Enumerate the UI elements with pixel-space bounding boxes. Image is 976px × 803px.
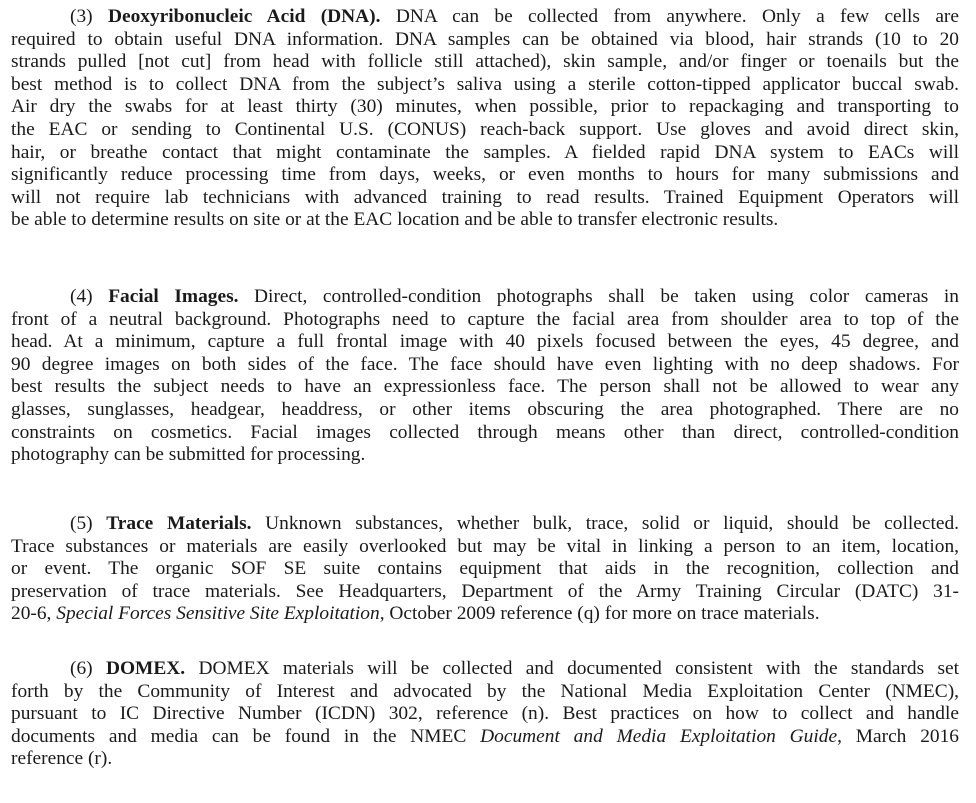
paragraph-line <box>11 726 959 749</box>
paragraph-line: pursuant to IC Directive Number (ICDN) 302, reference (n). Best practices on how to collect and handle <box>11 703 959 725</box>
paragraph-line: required to obtain useful DNA information. DNA samples can be obtained via blood, hair strands (10 to 20 <box>11 28 959 50</box>
paragraph-text: DOMEX materials will be collected and documented consistent with the standards set <box>185 658 959 679</box>
paragraph-line: significantly reduce processing time from days, weeks, or even months to hours for many submissions and <box>11 164 959 186</box>
paragraph-line: best results the subject needs to have an expressionless face. The person shall not be allowed to wear any <box>11 376 959 398</box>
paragraph-line: hair, or breathe contact that might contaminate the samples. A fielded rapid DNA system to EACs will <box>11 141 959 163</box>
publication-title: Special Forces Sensitive Site Exploitation <box>56 603 380 625</box>
paragraph-heading: Facial Images. <box>108 286 239 307</box>
paragraph-text: Unknown substances, whether bulk, trace, solid or liquid, should be collected. <box>251 513 959 534</box>
paragraph-line: best method is to collect DNA from the subject’s saliva using a sterile cotton-tipped applicator buccal swab. <box>11 73 959 95</box>
line-text: , March 2016 <box>837 725 959 747</box>
paragraph-number: (5) <box>70 513 93 534</box>
paragraph-domex <box>11 658 959 771</box>
paragraph-line: constraints on cosmetics. Facial images collected through means other than direct, controlled-condition <box>11 421 959 443</box>
paragraph-line: Trace substances or materials are easily overlooked but may be vital in linking a person to an item, location, <box>11 535 959 557</box>
line-text: documents and media can be found in the NMEC <box>11 725 481 747</box>
paragraph-number: (3) <box>70 6 93 27</box>
paragraph-first-line <box>11 286 959 309</box>
paragraph-line: glasses, sunglasses, headgear, headdress, or other items obscuring the area photographed. There are no <box>11 398 959 420</box>
paragraph-line: forth by the Community of Interest and advocated by the National Media Exploitation Center (NMEC), <box>11 680 959 702</box>
publication-title: Document and Media Exploitation Guide <box>480 725 838 747</box>
paragraph-heading: Deoxyribonucleic Acid (DNA). <box>107 6 381 27</box>
paragraph-line: head. At a minimum, capture a full frontal image with 40 pixels focused between the eyes, 45 degree, and <box>11 331 959 353</box>
paragraph-first-line <box>11 658 959 681</box>
paragraph-dna <box>11 6 959 232</box>
line-text: , October 2009 reference (q) for more on trace materials. <box>379 603 820 625</box>
paragraph-line: strands pulled [not cut] from head with follicle still attached), skin sample, and/or finger or toenails but the <box>11 51 959 73</box>
paragraph-number: (4) <box>70 286 93 307</box>
paragraph-number: (6) <box>70 658 93 679</box>
paragraph-first-line <box>11 6 959 29</box>
paragraph-heading: DOMEX. <box>105 658 186 679</box>
paragraph-line: the EAC or sending to Continental U.S. (CONUS) reach-back support. Use gloves and avoid direct skin, <box>11 118 959 140</box>
paragraph-text: Direct, controlled-condition photographs shall be taken using color cameras in <box>238 286 959 307</box>
paragraph-line: photography can be submitted for processing. <box>11 444 366 466</box>
paragraph-trace-materials <box>11 513 959 626</box>
paragraph-text: DNA can be collected from anywhere. Only a few cells are <box>380 6 959 27</box>
line-text: 20-6, <box>11 603 57 625</box>
paragraph-line: be able to determine results on site or at the EAC location and be able to transfer electronic results. <box>11 209 779 231</box>
paragraph-line: reference (r). <box>11 748 113 770</box>
paragraph-line: front of a neutral background. Photographs need to capture the facial area from shoulder area to top of the <box>11 308 959 330</box>
paragraph-line: or event. The organic SOF SE suite contains equipment that aids in the recognition, collection and <box>11 558 959 580</box>
paragraph-first-line <box>11 513 959 536</box>
paragraph-facial-images <box>11 286 959 467</box>
paragraph-line: will not require lab technicians with advanced training to read results. Trained Equipment Operators will <box>11 186 959 208</box>
paragraph-line: preservation of trace materials. See Headquarters, Department of the Army Training Circular (DATC) 31- <box>11 580 959 602</box>
paragraph-line <box>11 603 959 626</box>
paragraph-line: Air dry the swabs for at least thirty (30) minutes, when possible, prior to repackaging and transporting to <box>11 96 959 118</box>
paragraph-heading: Trace Materials. <box>106 513 252 534</box>
paragraph-line: 90 degree images on both sides of the face. The face should have even lighting with no deep shadows. For <box>11 353 959 375</box>
